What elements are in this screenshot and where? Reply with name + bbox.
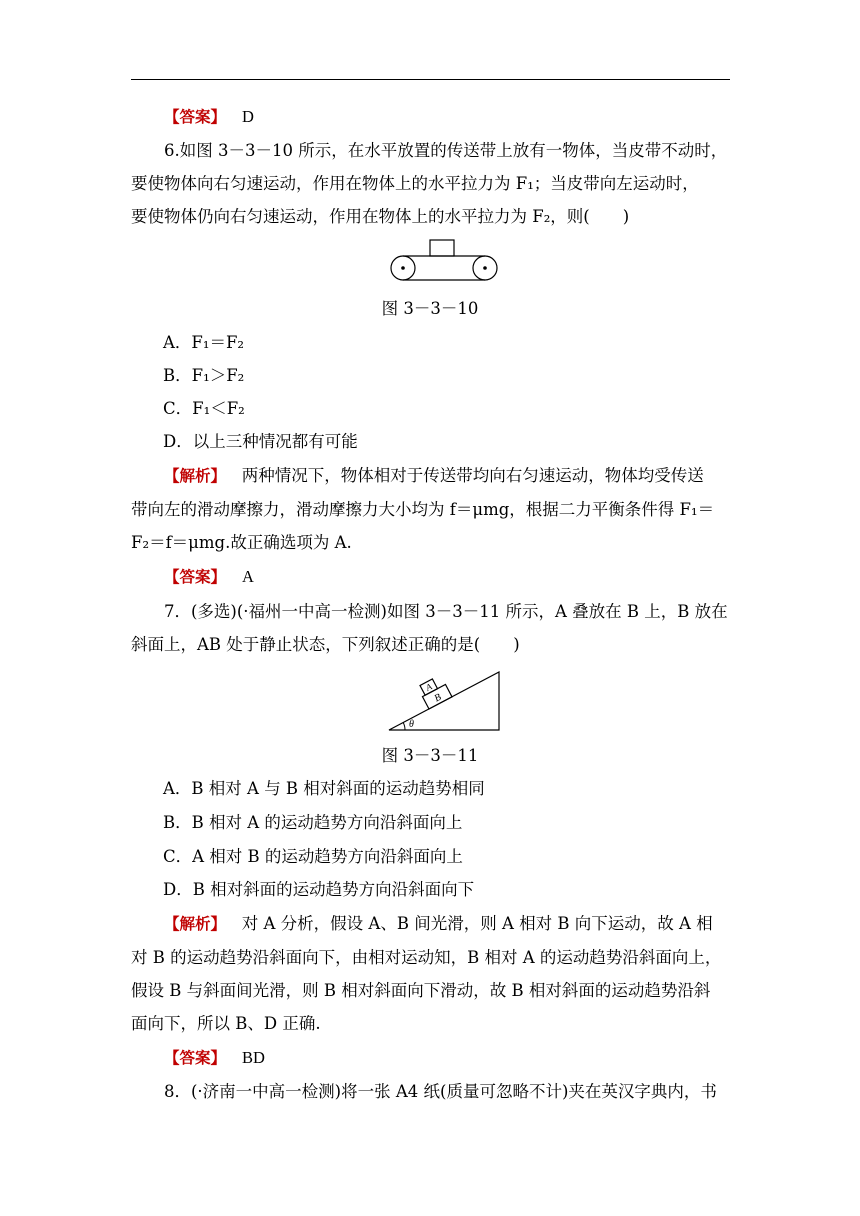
header-rule [131,79,730,80]
answer-label: 【答案】 [164,108,227,126]
block-a-label: A [423,681,434,693]
answer-row-q7 [131,1041,730,1075]
q7-option-c: C．A 相对 B 的运动趋势方向沿斜面向上 [163,847,463,866]
analysis-label: 【解析】 [164,915,227,933]
answer-label: 【答案】 [164,568,227,586]
q6-option-d: D．以上三种情况都有可能 [163,432,358,451]
figure-caption-3-3-11: 图 3－3－11 [381,746,479,765]
q6-analysis-line-1 [131,459,730,493]
q6-line-1 [131,134,730,167]
conveyor-belt-figure [385,236,503,284]
q7-option-d: D．B 相对斜面的运动趋势方向沿斜面向下 [163,880,475,899]
q8-text-1: 8．(·济南一中高一检测)将一张 A4 纸(质量可忽略不计)夹在英汉字典内，书 [164,1082,717,1101]
incline-figure [385,668,503,732]
q7-option-a: A．B 相对 A 与 B 相对斜面的运动趋势相同 [163,779,485,798]
q6-text-1: 6.如图 3－3－10 所示，在水平放置的传送带上放有一物体，当皮带不动时， [164,141,728,160]
analysis-label: 【解析】 [164,467,227,485]
angle-theta-label: θ [409,719,414,730]
block-b-label: B [432,691,444,705]
q7-analysis-line-2: 对 B 的运动趋势沿斜面向下，由相对运动知，B 相对 A 的运动趋势沿斜面向上， [131,948,722,967]
q7-analysis-line-3: 假设 B 与斜面间光滑，则 B 相对斜面向下滑动，故 B 相对斜面的运动趋势沿斜 [131,981,711,1000]
q7-text-1: 7．(多选)(·福州一中高一检测)如图 3－3－11 所示，A 叠放在 B 上，B 放在 [164,602,728,621]
q7-option-b: B．B 相对 A 的运动趋势方向沿斜面向上 [163,813,463,832]
q6-line-3: 要使物体仍向右匀速运动，作用在物体上的水平拉力为 F₂，则( ) [131,207,630,226]
answer-value-q6: A [242,567,254,586]
q6-analysis-line-2: 带向左的滑动摩擦力，滑动摩擦力大小均为 f＝μmg，根据二力平衡条件得 F₁＝ [131,500,715,519]
answer-value-q7: BD [242,1048,265,1067]
answer-row-q5 [131,100,730,134]
q6-analysis-text-1: 两种情况下，物体相对于传送带均向右匀速运动，物体均受传送 [241,466,704,485]
q7-analysis-line-4: 面向下，所以 B、D 正确. [131,1014,321,1033]
q8-line-1 [131,1075,730,1108]
q7-line-1 [131,595,730,628]
q6-option-b: B．F₁＞F₂ [163,366,245,385]
q6-analysis-line-3: F₂＝f＝μmg.故正确选项为 A. [131,533,352,552]
answer-label: 【答案】 [164,1049,227,1067]
q7-line-2: 斜面上，AB 处于静止状态，下列叙述正确的是( ) [131,635,520,654]
figure-caption-3-3-10: 图 3－3－10 [381,299,479,318]
q7-analysis-line-1 [131,907,730,941]
answer-row-q6 [131,560,730,594]
q6-line-2: 要使物体向右匀速运动，作用在物体上的水平拉力为 F₁；当皮带向左运动时， [131,174,699,193]
answer-value-q5: D [242,107,254,126]
q6-option-c: C．F₁＜F₂ [163,399,245,418]
q6-option-a: A．F₁＝F₂ [163,333,245,352]
q7-analysis-text-1: 对 A 分析，假设 A、B 间光滑，则 A 相对 B 向下运动，故 A 相 [241,914,713,933]
